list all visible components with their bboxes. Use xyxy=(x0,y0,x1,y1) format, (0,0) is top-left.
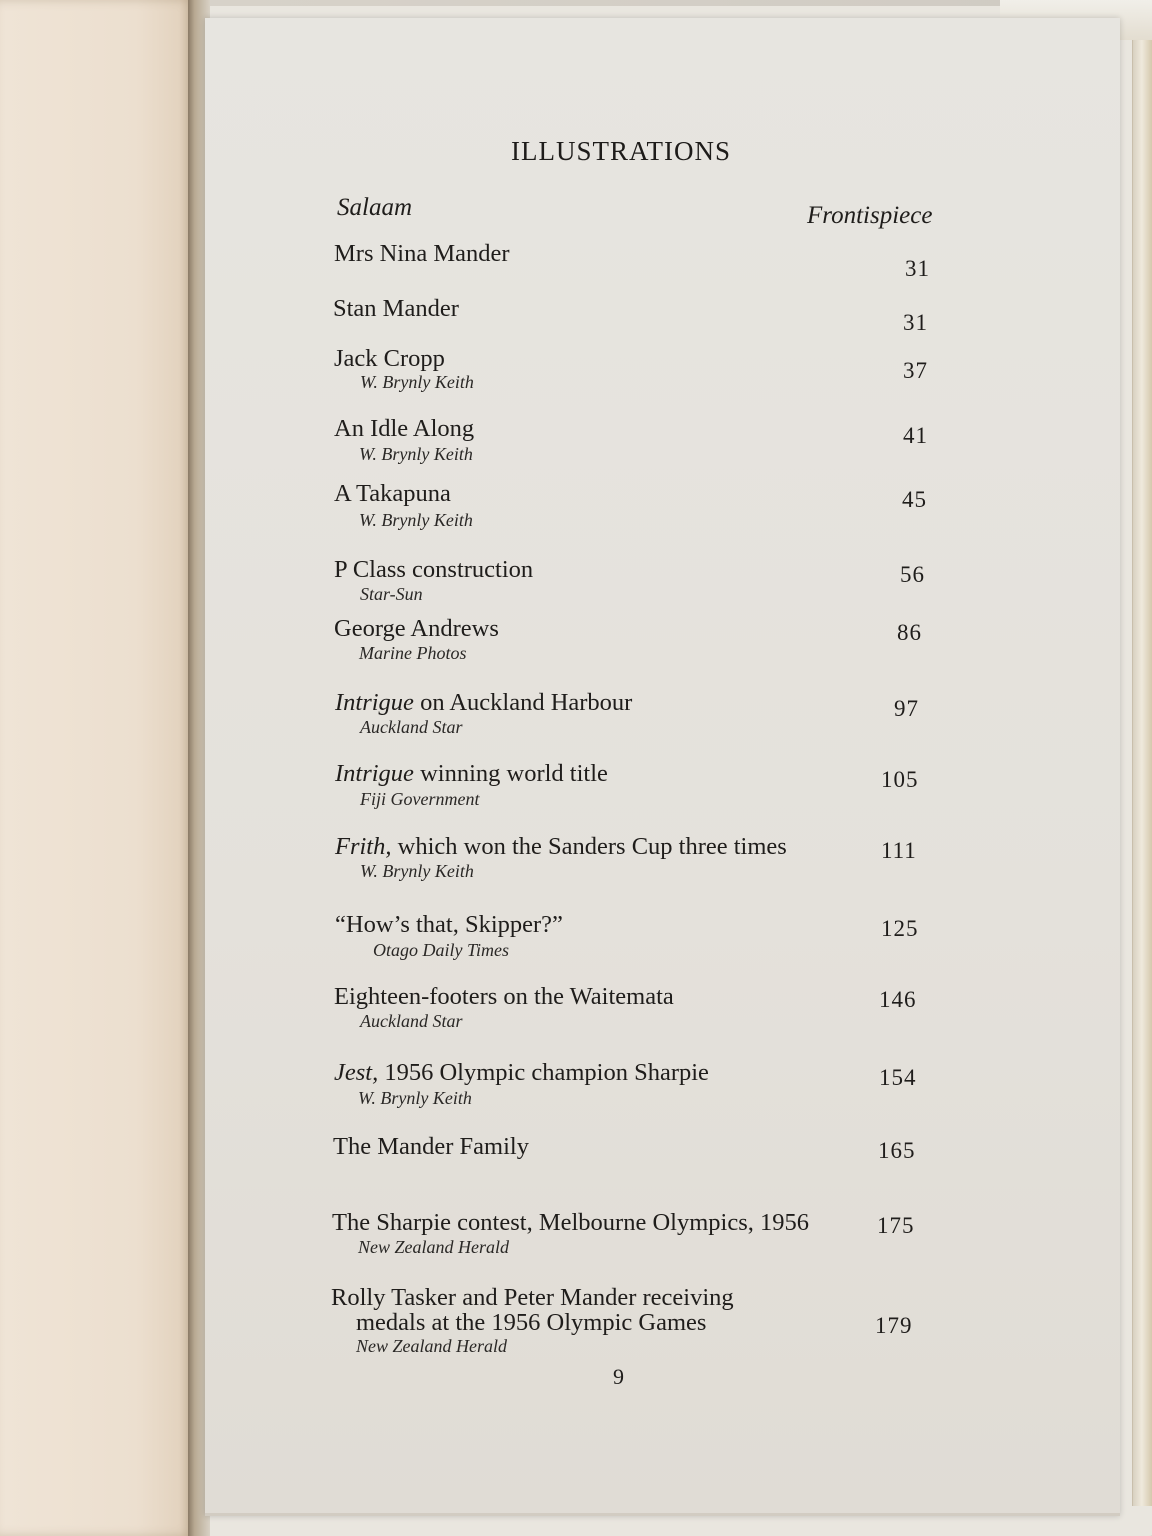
entry-title xyxy=(332,1211,809,1235)
entry-page-number: 179 xyxy=(875,1313,913,1338)
entry-title-text: Mrs Nina Mander xyxy=(334,240,510,267)
entry-title xyxy=(335,762,608,786)
entry-page-number: 41 xyxy=(903,423,928,448)
entry-page-number: 165 xyxy=(878,1138,916,1163)
entry-page-number: 175 xyxy=(877,1213,915,1238)
entry-credit: Marine Photos xyxy=(359,643,467,663)
entry-page-number: 31 xyxy=(905,256,930,281)
entry-title xyxy=(333,297,459,321)
entry-title xyxy=(334,417,474,441)
entry-title-line-2: medals at the 1956 Olympic Games xyxy=(356,1309,707,1336)
entry-title-text: A Takapuna xyxy=(334,480,451,507)
frontispiece-label: Frontispiece xyxy=(807,202,933,229)
entry-page-number: 154 xyxy=(879,1065,917,1090)
entry-page-number: 37 xyxy=(903,358,928,383)
entry-title xyxy=(334,347,445,371)
entry-credit: Star-Sun xyxy=(360,584,423,604)
entry-credit: New Zealand Herald xyxy=(356,1336,507,1356)
entry-title xyxy=(333,1135,529,1159)
entry-title-text: winning world title xyxy=(413,760,608,787)
entry-page-number: 56 xyxy=(900,562,925,587)
entry-title-text: Jack Cropp xyxy=(334,345,445,372)
entry-credit: Auckland Star xyxy=(360,717,463,737)
entry-title xyxy=(334,1061,709,1085)
entry-title-text: on Auckland Harbour xyxy=(413,689,633,716)
entry-page-number: 146 xyxy=(879,987,917,1012)
entry-credit: W. Brynly Keith xyxy=(358,1088,472,1108)
cover-edge xyxy=(1132,26,1152,1506)
left-page xyxy=(0,0,195,1536)
entry-title-text: The Mander Family xyxy=(333,1133,529,1160)
entry-credit: W. Brynly Keith xyxy=(359,444,473,464)
illustrations-page xyxy=(205,18,1120,1516)
entry-title xyxy=(335,835,787,859)
entry-credit: Auckland Star xyxy=(360,1011,463,1031)
entry-page-number: 111 xyxy=(881,838,917,863)
entry-page-number: 45 xyxy=(902,487,927,512)
entry-credit: Otago Daily Times xyxy=(373,940,510,960)
entry-title-italic: Intrigue xyxy=(335,760,414,787)
entry-page-number: 105 xyxy=(881,767,919,792)
entry-title-text: P Class construction xyxy=(334,556,534,583)
entry-title-italic: Jest, xyxy=(334,1059,379,1086)
entry-title-text: Stan Mander xyxy=(333,295,459,322)
entry-title-italic: Frith, xyxy=(335,833,392,860)
entry-title xyxy=(334,617,499,641)
entry-title-line-1: Rolly Tasker and Peter Mander receiving xyxy=(331,1284,734,1311)
entry-title-text: 1956 Olympic champion Sharpie xyxy=(378,1059,709,1086)
entry-title-text: which won the Sanders Cup three times xyxy=(391,833,787,860)
entry-title xyxy=(334,558,533,582)
entry-title-text: The Sharpie contest, Melbourne Olympics, 1956 xyxy=(332,1209,809,1236)
entry-page-number: 31 xyxy=(903,310,928,335)
entry-credit: W. Brynly Keith xyxy=(359,510,473,530)
entry-credit: Fiji Government xyxy=(360,789,480,809)
entry-title xyxy=(334,985,674,1009)
entry-page-number: 125 xyxy=(881,916,919,941)
entry-credit: New Zealand Herald xyxy=(358,1237,509,1257)
entry-credit: W. Brynly Keith xyxy=(360,861,474,881)
entry-page-number: 97 xyxy=(894,696,919,721)
entry-title xyxy=(335,913,563,937)
entry-title xyxy=(334,242,510,266)
entry-title-text: An Idle Along xyxy=(334,415,475,442)
entry-page-number: 86 xyxy=(897,620,922,645)
entry-title-italic: Intrigue xyxy=(335,689,414,716)
entry-title-text: George Andrews xyxy=(334,615,499,642)
page-folio: 9 xyxy=(613,1364,624,1389)
entry-title-text: Eighteen-footers on the Waitemata xyxy=(334,983,674,1010)
page-heading: ILLUSTRATIONS xyxy=(511,136,731,166)
entry-title-text: “How’s that, Skipper?” xyxy=(335,911,563,938)
entry-title xyxy=(335,691,632,715)
entry-credit: W. Brynly Keith xyxy=(360,372,474,392)
entry-title xyxy=(334,482,451,506)
frontispiece-caption: Salaam xyxy=(337,194,412,221)
